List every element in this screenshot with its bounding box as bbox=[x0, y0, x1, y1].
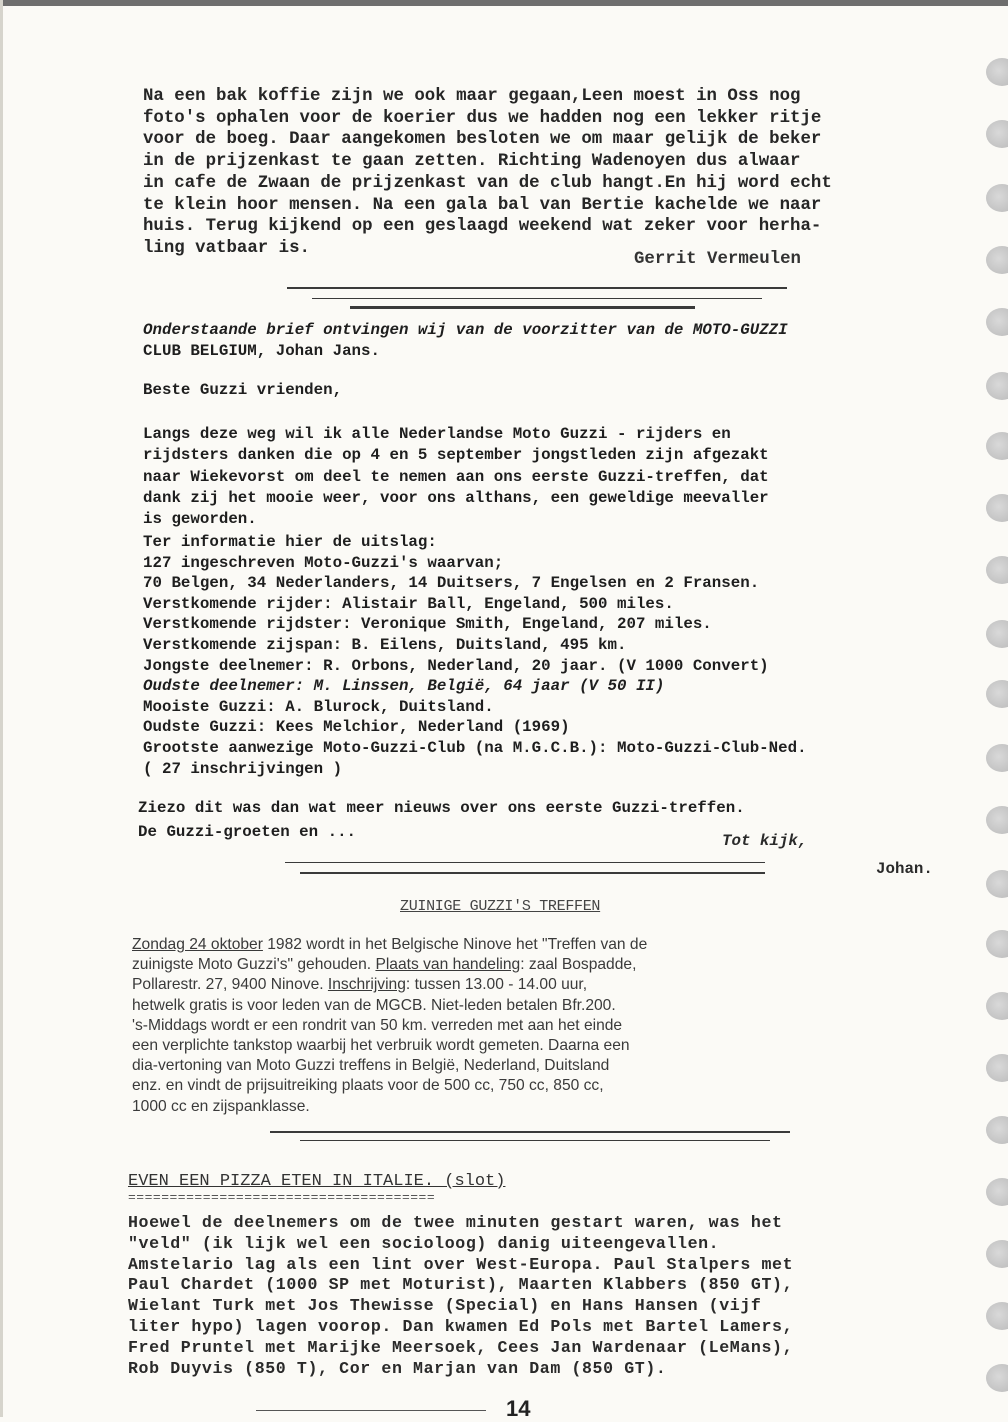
intro-line: CLUB BELGIUM, Johan Jans. bbox=[143, 342, 380, 361]
pizza-line: Fred Pruntel met Marijke Meersoek, Cees Jan Wardenaar (LeMans), bbox=[128, 1337, 794, 1357]
letter1-line: voor de boeg. Daar aangekomen besloten we om maar gelijk de beker bbox=[143, 130, 822, 150]
binder-hole bbox=[986, 120, 1008, 148]
venue-label: Plaats van handeling bbox=[375, 956, 521, 974]
page-number: 14 bbox=[506, 1396, 531, 1421]
registration-label: Inschrijving bbox=[327, 976, 406, 994]
pizza-line: Paul Chardet (1000 SP met Moturist), Maarten Klabbers (850 GT), bbox=[128, 1275, 794, 1295]
pizza-line: Wielant Turk met Jos Thewisse (Special) en Hans Hansen (vijf bbox=[128, 1296, 762, 1316]
zuinige-line bbox=[132, 975, 647, 995]
zuinige-line: 1000 cc en zijspanklasse. bbox=[132, 1097, 310, 1115]
result-line: ( 27 inschrijvingen ) bbox=[143, 759, 343, 778]
result-line: Oudste deelnemer: M. Linssen, België, 64 jaar (V 50 II) bbox=[143, 677, 665, 696]
binder-hole bbox=[986, 246, 1008, 274]
pizza-text bbox=[128, 1213, 793, 1379]
heading-double-underline: ===================================== bbox=[128, 1190, 436, 1205]
letter1-text bbox=[143, 86, 832, 260]
zuinige-line: enz. en vindt de prijsuitreiking plaats voor de 500 cc, 750 cc, 850 cc, bbox=[132, 1077, 604, 1095]
result-line: Grootste aanwezige Moto-Guzzi-Club (na M.G.C.B.): Moto-Guzzi-Club-Ned. bbox=[143, 738, 807, 757]
zuinige-line: hetwelk gratis is voor leden van de MGCB. Niet-leden betalen Bfr.200. bbox=[132, 996, 616, 1014]
binder-hole bbox=[986, 806, 1008, 834]
zuinige-text-part: Pollarestr. 27, 9400 Ninove. bbox=[132, 976, 328, 994]
letter2-intro bbox=[143, 320, 788, 363]
result-line: Verstkomende zijspan: B. Eilens, Duitsland, 495 km. bbox=[143, 635, 627, 654]
pizza-heading: EVEN EEN PIZZA ETEN IN ITALIE. (slot) bbox=[128, 1172, 506, 1191]
result-line: Verstkomende rijdster: Veronique Smith, Engeland, 207 miles. bbox=[143, 615, 712, 634]
zuinige-text-part: : zaal Bospadde, bbox=[520, 956, 637, 974]
pizza-line: "veld" (ik lijk wel een socioloog) danig uiteengevallen. bbox=[128, 1233, 720, 1253]
letter2-results bbox=[143, 532, 807, 779]
letter1-line: te klein hoor mensen. Na een gala bal van Bertie kachelde we naar bbox=[143, 195, 822, 215]
letter1-line: foto's ophalen voor de koerier dus we hadden nog een lekker ritje bbox=[143, 108, 822, 128]
binder-hole bbox=[986, 184, 1008, 212]
result-line: Ter informatie hier de uitslag: bbox=[143, 533, 437, 551]
letter2-signature: Johan. bbox=[876, 860, 933, 878]
zuinige-line: dia-vertoning van Moto Guzzi treffens in België, Nederland, Duitsland bbox=[132, 1057, 610, 1075]
pizza-line: Amstelario lag als een lint over West-Europa. Paul Stalpers met bbox=[128, 1254, 794, 1274]
result-line: Jongste deelnemer: R. Orbons, Nederland, 20 jaar. (V 1000 Convert) bbox=[143, 656, 769, 675]
body-line: dank zij het mooie weer, voor ons althans, een geweldige meevaller bbox=[143, 488, 769, 507]
binder-hole bbox=[986, 1240, 1008, 1268]
body-line: naar Wiekevorst om deel te nemen aan ons eerste Guzzi-treffen, dat bbox=[143, 467, 769, 486]
divider-line bbox=[285, 862, 765, 863]
intro-text-italic: brief ontvingen wij bbox=[266, 321, 447, 339]
letter2-body bbox=[143, 424, 769, 530]
result-line: 70 Belgen, 34 Nederlanders, 14 Duitsers, 7 Engelsen en 2 Fransen. bbox=[143, 574, 760, 593]
binder-hole bbox=[986, 1116, 1008, 1144]
pizza-line: Hoewel de deelnemers om de twee minuten gestart waren, was het bbox=[128, 1213, 783, 1232]
binder-hole bbox=[986, 494, 1008, 522]
letter1-line: Na een bak koffie zijn we ook maar gegaan,Leen moest in Oss nog bbox=[143, 87, 801, 106]
binder-hole bbox=[986, 1364, 1008, 1392]
zuinige-text-part: : tussen 13.00 - 14.00 uur, bbox=[405, 976, 588, 994]
binder-hole bbox=[986, 620, 1008, 648]
zuinige-text-part: zuinigste Moto Guzzi's" gehouden. bbox=[132, 956, 376, 974]
divider-line bbox=[300, 872, 765, 874]
letter1-line: in de prijzenkast te gaan zetten. Richting Wadenoyen dus alwaar bbox=[143, 152, 801, 172]
binder-hole bbox=[986, 870, 1008, 898]
closing-line: De Guzzi-groeten en ... bbox=[138, 823, 357, 841]
binder-hole bbox=[986, 1054, 1008, 1082]
binder-hole bbox=[986, 680, 1008, 708]
letter1-line: huis. Terug kijkend op een geslaagd weekend wat zeker voor herha- bbox=[143, 217, 822, 237]
letter2-farewell: Tot kijk, bbox=[722, 832, 808, 850]
letter2-closing bbox=[138, 796, 745, 844]
binder-hole bbox=[986, 1178, 1008, 1206]
binder-hole bbox=[986, 308, 1008, 336]
intro-line bbox=[143, 320, 788, 341]
result-line: Oudste Guzzi: Kees Melchior, Nederland (1969) bbox=[143, 718, 570, 737]
letter1-line: ling vatbaar is. bbox=[143, 238, 310, 258]
divider-line bbox=[350, 306, 695, 309]
binder-holes bbox=[978, 0, 1008, 1417]
zuinige-line bbox=[132, 955, 647, 975]
divider-line bbox=[312, 298, 762, 299]
divider-line bbox=[287, 287, 787, 289]
body-line: is geworden. bbox=[143, 510, 257, 529]
result-line: 127 ingeschreven Moto-Guzzi's waarvan; bbox=[143, 553, 504, 572]
pizza-line: Rob Duyvis (850 T), Cor en Marjan van Dam (850 GT). bbox=[128, 1358, 667, 1378]
zuinige-line: 's-Middags wordt er een rondrit van 50 km. verreden met aan het einde bbox=[132, 1016, 623, 1034]
zuinige-text-part: 1982 wordt in het Belgische Ninove het "Treffen van de bbox=[262, 936, 648, 953]
result-line: Verstkomende rijder: Alistair Ball, Engeland, 500 miles. bbox=[143, 594, 674, 613]
zuinige-heading: ZUINIGE GUZZI'S TREFFEN bbox=[400, 898, 601, 915]
result-line: Mooiste Guzzi: A. Blurock, Duitsland. bbox=[143, 697, 494, 716]
binder-hole bbox=[986, 1302, 1008, 1330]
letter2-greeting: Beste Guzzi vrienden, bbox=[143, 381, 343, 399]
body-line: Langs deze weg wil ik alle Nederlandse Moto Guzzi - rijders en bbox=[143, 425, 731, 443]
body-line: rijdsters danken die op 4 en 5 september jongstleden zijn afgezakt bbox=[143, 446, 769, 465]
pizza-line: liter hypo) lagen voorop. Dan kwamen Ed Pols met Bartel Lamers, bbox=[128, 1316, 794, 1336]
divider-line bbox=[270, 1131, 790, 1133]
binder-hole bbox=[986, 930, 1008, 958]
binder-hole bbox=[986, 744, 1008, 772]
letter1-signature: Gerrit Vermeulen bbox=[634, 250, 801, 269]
zuinige-text bbox=[132, 935, 647, 1117]
divider-line bbox=[300, 1140, 770, 1141]
event-date: Zondag 24 oktober bbox=[132, 936, 263, 953]
binder-hole bbox=[986, 992, 1008, 1020]
zuinige-line: een verplichte tankstop waarbij het verbruik wordt gemeten. Daarna een bbox=[132, 1037, 630, 1055]
binder-hole bbox=[986, 372, 1008, 400]
binder-hole bbox=[986, 432, 1008, 460]
binder-hole bbox=[986, 556, 1008, 584]
closing-line: Ziezo dit was dan wat meer nieuws over ons eerste Guzzi-treffen. bbox=[138, 799, 745, 817]
page-left-edge bbox=[0, 0, 3, 1417]
page-top-edge bbox=[0, 0, 1008, 6]
intro-text: van de voorzitter van de MOTO-GUZZI bbox=[446, 321, 788, 339]
letter1-line: in cafe de Zwaan de prijzenkast van de club hangt.En hij word echt bbox=[143, 173, 832, 193]
binder-hole bbox=[986, 58, 1008, 86]
intro-text: Onderstaande bbox=[143, 321, 267, 339]
page-number-rule bbox=[256, 1410, 486, 1411]
zuinige-line bbox=[132, 935, 647, 955]
